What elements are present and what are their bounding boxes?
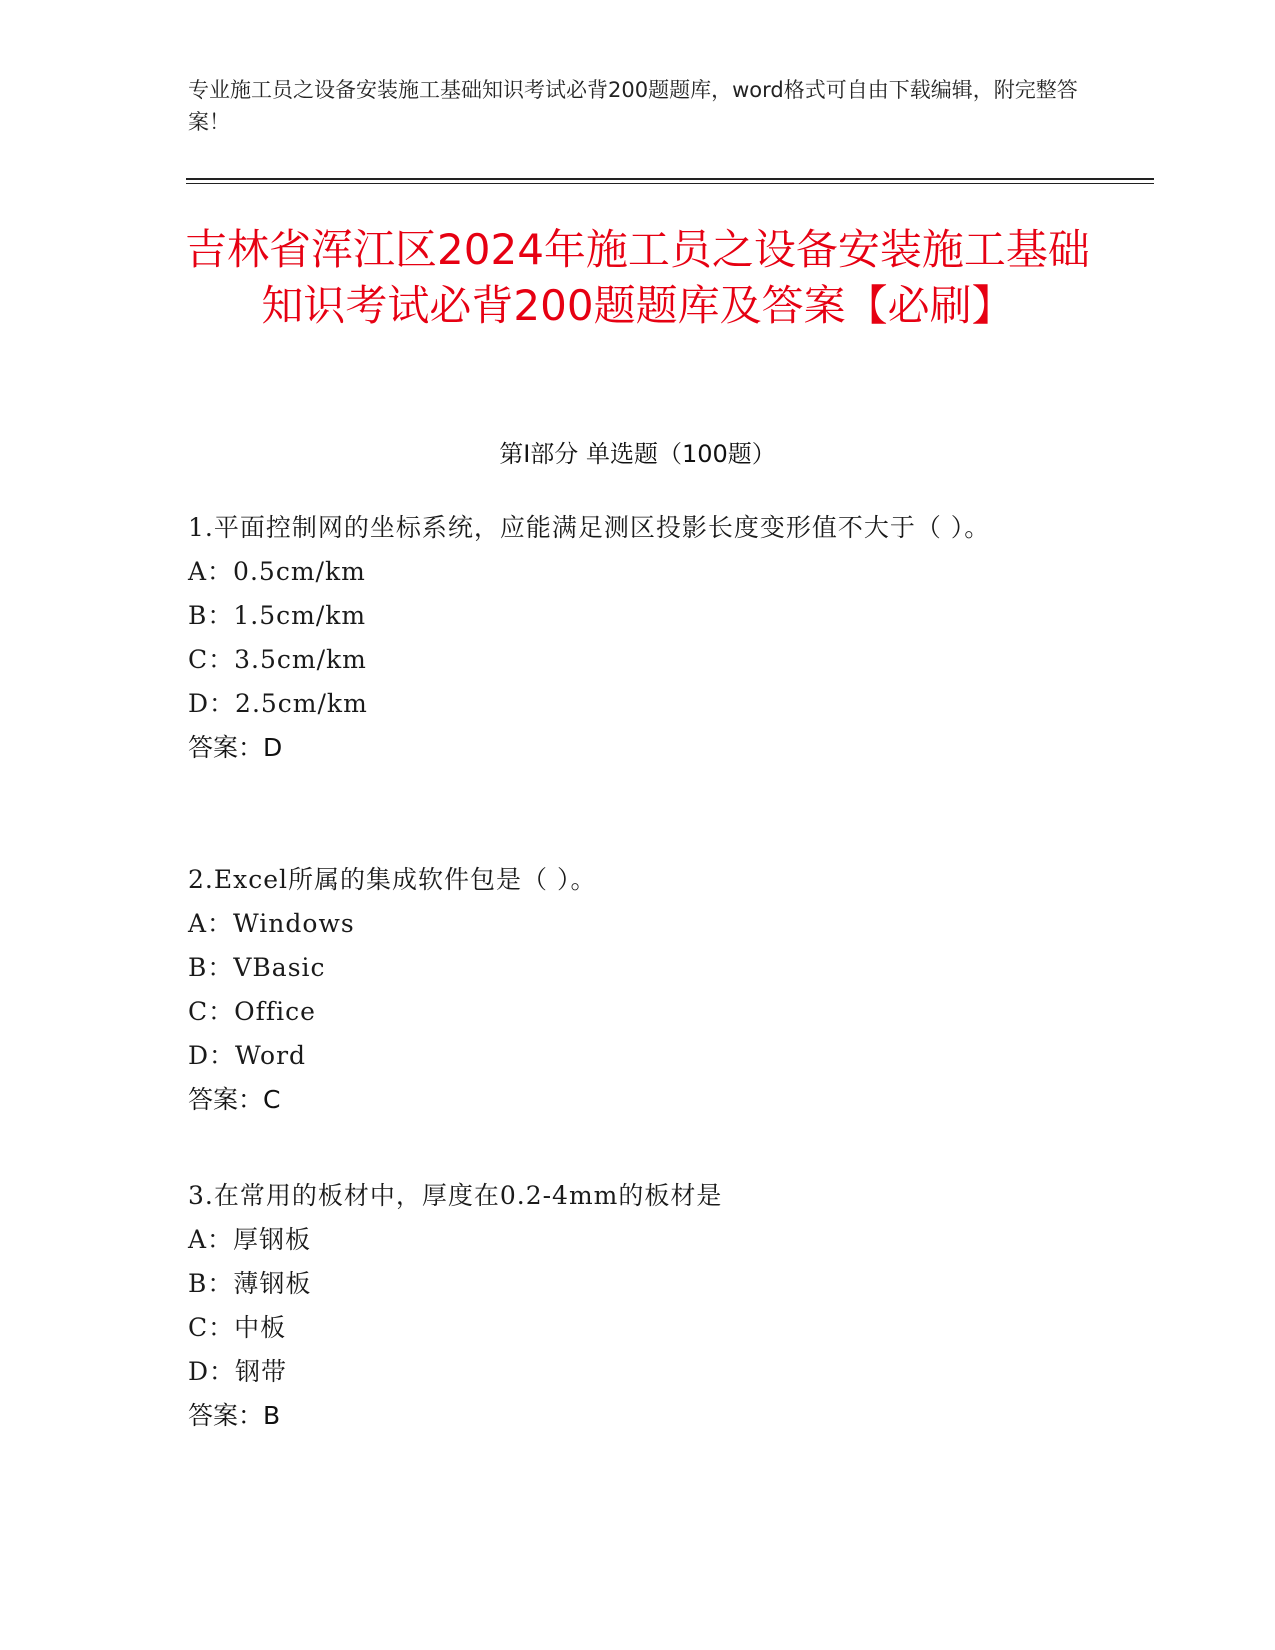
question-stem: 3.在常用的板材中，厚度在0.2-4mm的板材是	[188, 1181, 723, 1210]
option-b: B：1.5cm/km	[188, 601, 367, 630]
option-d: D：Word	[188, 1041, 307, 1070]
question-stem: 1.平面控制网的坐标系统，应能满足测区投影长度变形值不大于（ ）。	[188, 513, 991, 542]
option-a: A：Windows	[188, 909, 355, 938]
header-divider-thick	[186, 178, 1154, 180]
option-c: C：3.5cm/km	[188, 645, 367, 674]
document-title: 吉林省浑江区2024年施工员之设备安装施工基础知识考试必背200题题库及答案【必刷】	[185, 225, 1090, 330]
option-d: D：钢带	[188, 1357, 288, 1386]
option-a: A：0.5cm/km	[188, 557, 366, 586]
option-b: B：薄钢板	[188, 1269, 312, 1298]
section-title: 第Ⅰ部分 单选题（100题）	[499, 440, 776, 468]
option-a: A：厚钢板	[188, 1225, 312, 1254]
header-note: 专业施工员之设备安装施工基础知识考试必背200题题库，word格式可自由下载编辑，附完整答案！	[188, 78, 1078, 134]
option-c: C：中板	[188, 1313, 287, 1342]
answer-line: 答案：D	[188, 733, 283, 762]
option-c: C：Office	[188, 997, 316, 1026]
answer-line: 答案：C	[188, 1085, 281, 1114]
question-2	[188, 858, 1088, 1122]
header-divider-thin	[186, 183, 1154, 184]
question-stem: 2.Excel所属的集成软件包是（ ）。	[188, 865, 597, 894]
question-1	[188, 506, 1088, 770]
question-3	[188, 1174, 1088, 1438]
option-d: D：2.5cm/km	[188, 689, 368, 718]
option-b: B：VBasic	[188, 953, 326, 982]
answer-line: 答案：B	[188, 1401, 281, 1430]
